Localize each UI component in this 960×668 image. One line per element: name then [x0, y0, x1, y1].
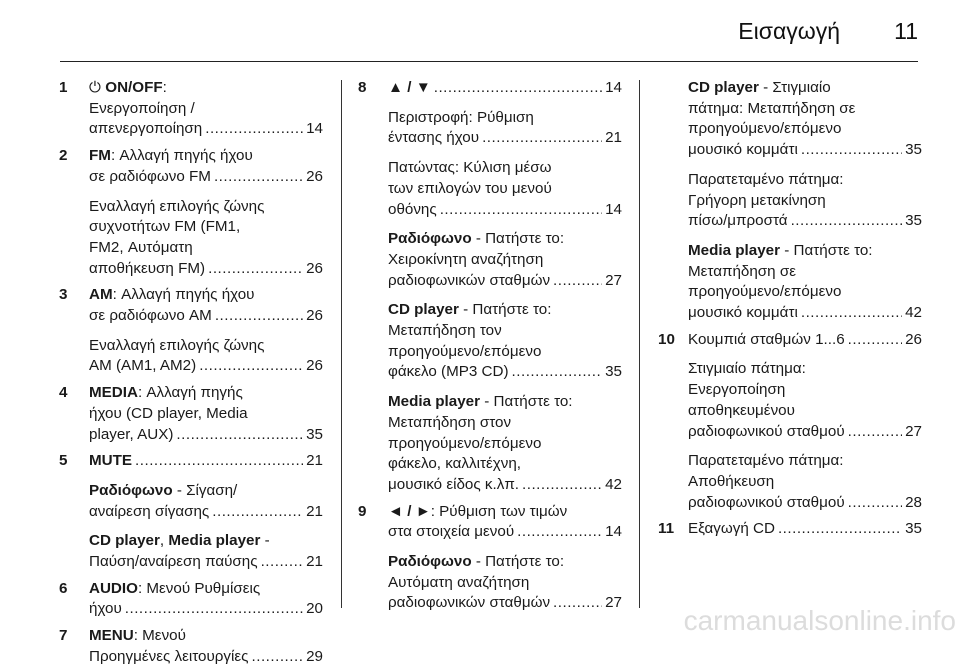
entry-label: AUDIO — [89, 579, 138, 597]
entry-number: 4 — [59, 384, 68, 402]
entry-10: 10 Κουμπιά σταθμών 1...6 ..... 26 Στιγμιαίο πάτημα: Ενεργοποίηση αποθηκευμένου ραδιοφωνικού σταθμού ..... 27 Παρατεταμένο πάτημα: Αποθήκευση ραδιοφωνικού σταθμού ..... 28 — [658, 330, 922, 514]
entry-number: 8 — [358, 79, 367, 96]
page-ref: 35 — [605, 363, 622, 381]
entry-number: 7 — [59, 627, 68, 645]
entry-5: 5 MUTE ..... 21 Ραδιόφωνο - Σίγαση/ αναίρεση σίγασης ..... 21 CD player, Media player - Παύση/αναίρεση παύσης ..... 21 — [59, 451, 323, 573]
column-divider — [341, 80, 342, 608]
page-ref: 28 — [905, 493, 922, 511]
page-ref: 27 — [605, 271, 622, 289]
page-ref: 14 — [605, 79, 622, 96]
page-ref: 21 — [306, 452, 323, 470]
entry-9-continued: CD player - Στιγμιαίο πάτημα: Μεταπήδηση σε προηγούμενο/επόμενο μουσικό κομμάτι ..... 35 Παρατεταμένο πάτημα: Γρήγορη μετακίνηση πίσω/μπροστά ..... 35 Media player - Πατήστε το: Μεταπήδηση σε προηγούμενο/επόμενο μουσικό κομμάτι ..... 42 — [658, 78, 922, 324]
page-ref: 14 — [605, 200, 622, 218]
page-header — [60, 0, 918, 62]
entry-9: 9 ◄ / ►: Ρύθμιση των τιμών στα στοιχεία μενού ..... 14 Ραδιόφωνο - Πατήστε το: Αυτόματη αναζήτηση ραδιοφωνικών σταθμών ..... 27 — [358, 502, 622, 615]
page-ref: 42 — [605, 475, 622, 493]
page-title: Εισαγωγή — [738, 18, 840, 44]
column-1 — [59, 78, 323, 668]
page-number: 11 — [894, 18, 918, 44]
entry-label: AM — [89, 286, 113, 304]
entry-3: 3 AM: Αλλαγή πηγής ήχου σε ραδιόφωνο AM ..... 26 Εναλλαγή επιλογής ζώνης AM (AM1, AM2) ..... 26 — [59, 285, 323, 377]
entry-6: 6 AUDIO: Μενού Ρυθμίσεις ήχου ..... 20 — [59, 579, 323, 620]
page-ref: 14 — [605, 523, 622, 541]
entry-1: 1 ⏻ ON/OFF: Ενεργοποίηση / απενεργοποίηση ..... 14 — [59, 78, 323, 140]
entry-label: MEDIA — [89, 384, 138, 402]
page-ref: 35 — [905, 141, 922, 159]
page-ref: 35 — [306, 425, 323, 443]
page-ref: 26 — [306, 167, 323, 185]
column-divider — [639, 80, 640, 608]
entry-label: FM — [89, 147, 111, 165]
entry-number: 6 — [59, 579, 68, 597]
column-3 — [658, 78, 922, 540]
page-ref: 21 — [306, 553, 323, 571]
entry-label: MUTE — [89, 452, 133, 470]
page-ref: 27 — [605, 594, 622, 612]
page-ref: 21 — [306, 502, 323, 520]
entry-label: ON/OFF — [105, 79, 163, 96]
page-ref: 26 — [306, 307, 323, 325]
entry-7: 7 MENU: Μενού Προηγμένες λειτουργίες ..... 29 — [59, 626, 323, 667]
left-right-arrows-icon: ◄ / ► — [388, 502, 431, 520]
entry-number: 5 — [59, 452, 68, 470]
column-2 — [358, 78, 622, 614]
page-ref: 29 — [306, 647, 323, 665]
power-icon: ⏻ — [89, 79, 102, 96]
entry-label: MENU — [89, 627, 134, 645]
entry-number: 1 — [59, 79, 68, 96]
page-ref: 26 — [306, 357, 323, 375]
entry-number: 3 — [59, 286, 68, 304]
entry-number: 9 — [358, 502, 367, 520]
page-ref: 14 — [306, 120, 323, 138]
page-ref: 21 — [605, 129, 622, 147]
page-ref: 35 — [905, 520, 922, 538]
page-ref: 20 — [306, 600, 323, 618]
entry-4: 4 MEDIA: Αλλαγή πηγής ήχου (CD player, Media player, AUX) ..... 35 — [59, 383, 323, 445]
page-ref: 26 — [905, 330, 922, 348]
watermark: carmanualsonline.info — [683, 605, 956, 636]
entry-number: 2 — [59, 147, 68, 165]
up-down-arrows-icon: ▲ / ▼ — [388, 79, 431, 96]
entry-number: 10 — [658, 330, 675, 348]
page-ref: 42 — [905, 304, 922, 322]
entry-8: 8 ▲ / ▼ ..... 14 Περιστροφή: Ρύθμιση έντασης ήχου ..... 21 Πατώντας: Κύλιση μέσω των επιλογών του μενού οθόνης ..... 14 Ραδιόφωνο - Πατήστε το: Χειροκίνητη αναζήτηση ραδιοφωνικών σταθμών ..... 27 CD player - Πατήστε το: Μεταπήδηση τον προηγούμενο/επόμενο φάκελο (MP3 CD) ..... 35 Media player - Πατήστε το: Μεταπήδηση στον προηγούμενο/επόμενο φάκελο, καλλιτέχνη, μουσικό είδος κ.λπ. ..... 42 — [358, 78, 622, 496]
entry-number: 11 — [658, 520, 675, 538]
page-ref: 26 — [306, 259, 323, 277]
entry-2: 2 FM: Αλλαγή πηγής ήχου σε ραδιόφωνο FM ..... 26 Εναλλαγή επιλογής ζώνης συχνοτήτων FM (FM1, FM2, Αυτόματη αποθήκευση FM) ..... 26 — [59, 146, 323, 279]
entry-11: 11 Εξαγωγή CD ..... 35 — [658, 519, 922, 540]
page-ref: 27 — [905, 422, 922, 440]
page-ref: 35 — [905, 212, 922, 230]
